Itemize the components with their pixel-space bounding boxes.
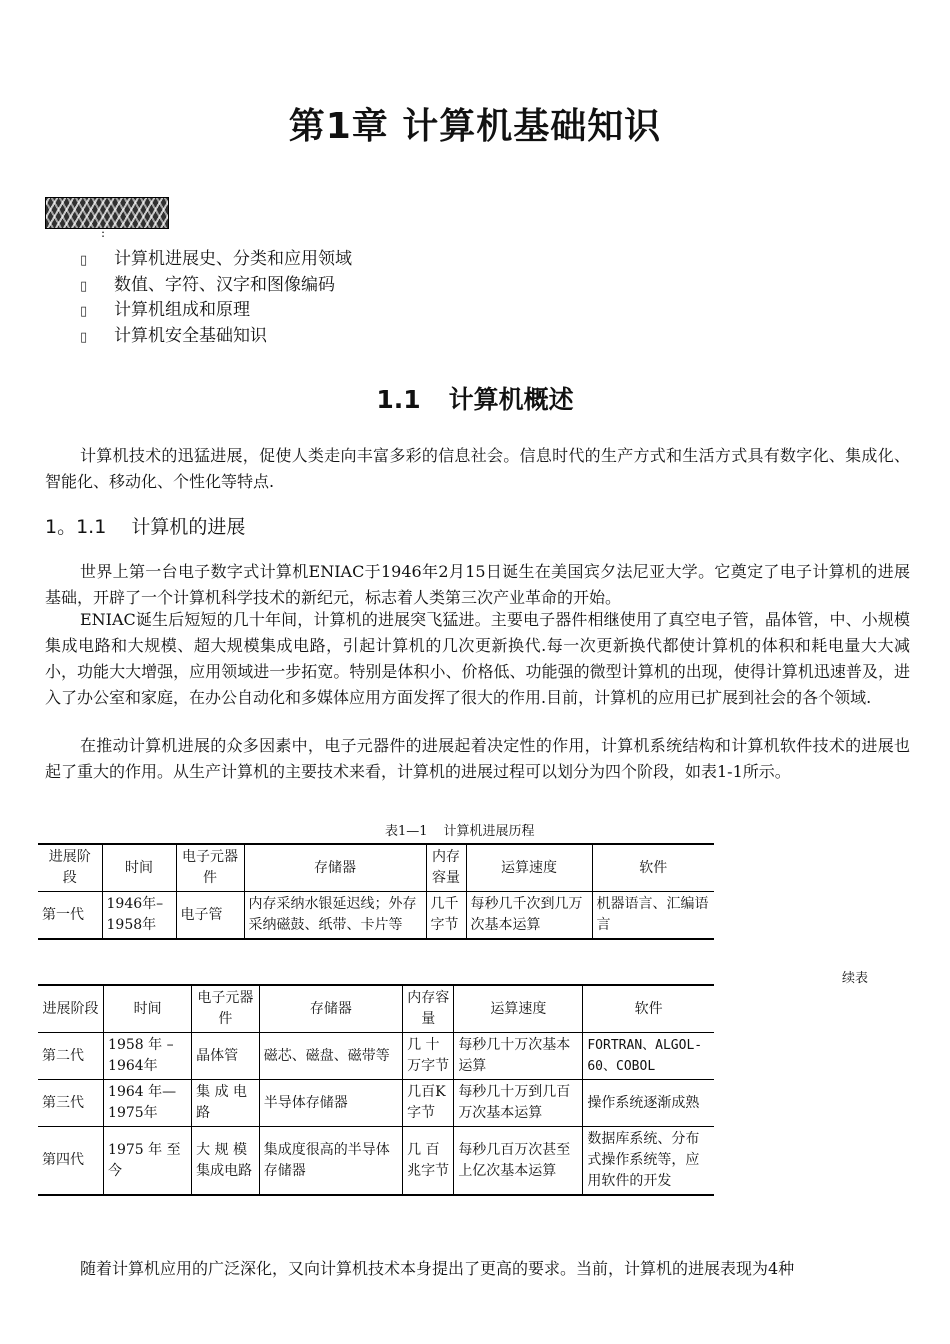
table-row: 第一代 1946年–1958年 电子管 内存采纳水银延迟线；外存采纳磁鼓、纸带、卡片等 几千字节 每秒几千次到几万次基本运算 机器语言、汇编语言 (38, 892, 714, 940)
table-header-row (38, 985, 714, 1033)
paragraph-factors: 在推动计算机进展的众多因素中，电子元器件的进展起着决定性的作用，计算机系统结构和计算机软件技术的进展也起了重大的作用。从生产计算机的主要技术来看，计算机的进展过程可以划分为四个阶段，如表1-1所示。 (45, 736, 910, 781)
table-row: 第三代 1964 年—1975年 集 成 电 路 半导体存储器 几百K字节 每秒几十万到几百万次基本运算 操作系统逐渐成熟 (38, 1080, 714, 1127)
intro-paragraph: 计算机技术的迅猛进展，促使人类走向丰富多彩的信息社会。信息时代的生产方式和生活方式具有数字化、集成化、智能化、移动化、个性化等特点. (45, 446, 910, 491)
header-storage: 存储器 (244, 844, 426, 892)
header-stage: 进展阶段 (38, 985, 104, 1033)
header-components: 电子元器件 (176, 844, 244, 892)
objective-item: ▯ 计算机安全基础知识 (80, 324, 352, 350)
header-time: 时间 (104, 985, 192, 1033)
header-software: 软件 (583, 985, 714, 1033)
table-continued-label: 续表 (842, 971, 869, 986)
table-row: 第二代 1958 年 –1964年 晶体管 磁芯、磁盘、磁带等 几 十 万字节 每秒几十万次基本运算 FORTRAN、ALGOL-60、COBOL (38, 1033, 714, 1080)
paragraph-eniac: 世界上第一台电子数字式计算机ENIAC于1946年2月15日诞生在美国宾夕法尼亚大学。它奠定了电子计算机的进展基础，开辟了一个计算机科学技术的新纪元，标志着人类第三次产业革命的开始。 (45, 562, 910, 607)
header-speed: 运算速度 (454, 985, 583, 1033)
header-memory: 内存容量 (403, 985, 454, 1033)
chapter-title: 第1章 计算机基础知识 (288, 106, 662, 147)
table-header-row (38, 844, 714, 892)
bullet-icon: ▯ (80, 329, 88, 345)
header-stage: 进展阶段 (38, 844, 102, 892)
bullet-icon: ▯ (80, 253, 88, 268)
table-caption: 表1—1 计算机进展历程 (385, 824, 535, 839)
bullet-icon: ▯ (80, 304, 88, 319)
history-table-part2 (38, 984, 714, 1196)
subsection-heading (45, 512, 245, 539)
closing-paragraph: 随着计算机应用的广泛深化，又向计算机技术本身提出了更高的要求。当前，计算机的进展表现为4种 (80, 1259, 795, 1278)
subsection-title: 计算机的进展 (131, 516, 246, 538)
header-time: 时间 (102, 844, 176, 892)
section-heading (0, 380, 950, 416)
subsection-number: 1。1.1 (45, 516, 107, 538)
history-table-part1 (38, 843, 714, 940)
header-software: 软件 (592, 844, 714, 892)
section-number: 1.1 (376, 385, 421, 414)
header-speed: 运算速度 (466, 844, 592, 892)
objective-item: ▯ 计算机组成和原理 (80, 298, 352, 324)
table-row: 第四代 1975 年 至 今 大 规 模 集成电路 集成度很高的半导体存储器 几 百 兆字节 每秒几百万次甚至上亿次基本运算 数据库系统、分布式操作系统等，应用软件的开发 (38, 1127, 714, 1196)
banner-colon: : (101, 226, 106, 240)
objectives-banner-image (45, 197, 169, 229)
objectives-list (80, 247, 352, 349)
objective-item: ▯ 数值、字符、汉字和图像编码 (80, 273, 352, 299)
objective-item: ▯ 计算机进展史、分类和应用领域 (80, 247, 352, 273)
paragraph-development: ENIAC诞生后短短的几十年间，计算机的进展突飞猛进。主要电子器件相继使用了真空电子管，晶体管，中、小规模集成电路和大规模、超大规模集成电路，引起计算机的几次更新换代.每一次更新换代都使计算机的体积和耗电量大大减小，功能大大增强，应用领域进一步拓宽。特别是体积小、价格低、功能强的微型计算机的出现，使得计算机迅速普及，进入了办公室和家庭，在办公自动化和多媒体应用方面发挥了很大的作用.目前，计算机的应用已扩展到社会的各个领域. (45, 610, 910, 707)
header-memory: 内存容量 (426, 844, 466, 892)
section-title: 计算机概述 (448, 385, 574, 414)
header-storage: 存储器 (259, 985, 402, 1033)
bullet-icon: ▯ (80, 278, 88, 294)
header-components: 电子元器件 (192, 985, 260, 1033)
